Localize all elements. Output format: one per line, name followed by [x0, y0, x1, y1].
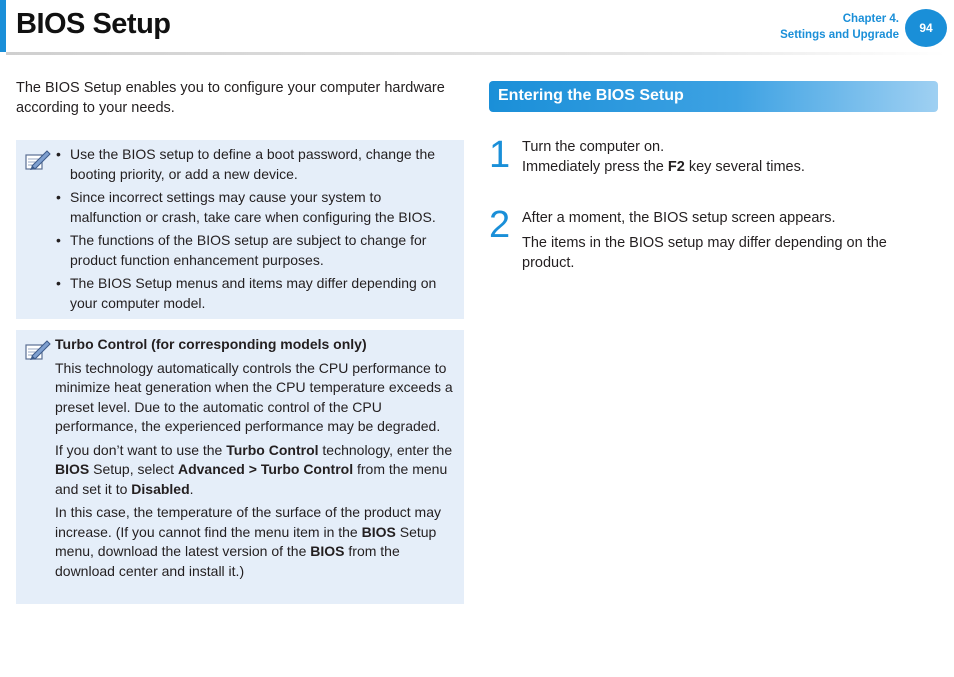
step-1-line-2: Immediately press the F2 key several times. [522, 159, 805, 175]
list-item: • The functions of the BIOS setup are subject to change for product function enhancement purposes. [56, 232, 427, 268]
note-pencil-icon [23, 337, 51, 363]
turbo-control-body [55, 335, 460, 585]
intro-paragraph: The BIOS Setup enables you to configure your computer hardware according to your needs. [16, 80, 445, 116]
turbo-control-heading: Turbo Control (for corresponding models only) [55, 336, 367, 352]
step-1-line-1: Turn the computer on. [522, 139, 665, 155]
turbo-control-instructions: If you don’t want to use the Turbo Control technology, enter the BIOS Setup, select Advanced > Turbo Control from the menu and set it to Disabled. [55, 441, 453, 497]
section-title: Entering the BIOS Setup [498, 87, 684, 104]
chapter-name: Settings and Upgrade [780, 29, 899, 41]
list-item: • Use the BIOS setup to define a boot password, change the booting priority, or add a new device. [56, 146, 436, 182]
page-number-badge: 94 [905, 9, 947, 47]
turbo-control-description: This technology automatically controls the CPU performance to minimize heat generation when the CPU temperature exceeds a preset level. Due to the automatic control of the CPU performance, the experienced performance may be degraded. [55, 359, 453, 434]
header-accent-bar [0, 0, 6, 52]
header-divider [6, 52, 946, 55]
note-box-turbo-control [16, 330, 464, 604]
note-pencil-icon [23, 147, 51, 173]
section-header-bar [489, 81, 938, 112]
turbo-control-warning: In this case, the temperature of the surface of the product may increase. (If you cannot find the menu item in the BIOS Setup menu, download the latest version of the BIOS from the download center and install it.) [55, 504, 441, 579]
step-number-2: 2 [489, 204, 511, 246]
list-item: • Since incorrect settings may cause your system to malfunction or crash, take care when configuring the BIOS. [56, 189, 436, 225]
step-1-text [522, 137, 932, 177]
note-box-general [16, 140, 464, 319]
step-number-1: 1 [489, 134, 511, 176]
list-item: • The BIOS Setup menus and items may differ depending on your computer model. [56, 275, 437, 311]
step-2-text [522, 208, 932, 278]
page-title: BIOS Setup [16, 8, 171, 40]
step-2-line-2: The items in the BIOS setup may differ depending on the product. [522, 235, 887, 271]
chapter-number: Chapter 4. [842, 13, 899, 25]
step-2-line-1: After a moment, the BIOS setup screen appears. [522, 210, 836, 226]
note-list [56, 145, 456, 317]
chapter-label [780, 11, 899, 43]
